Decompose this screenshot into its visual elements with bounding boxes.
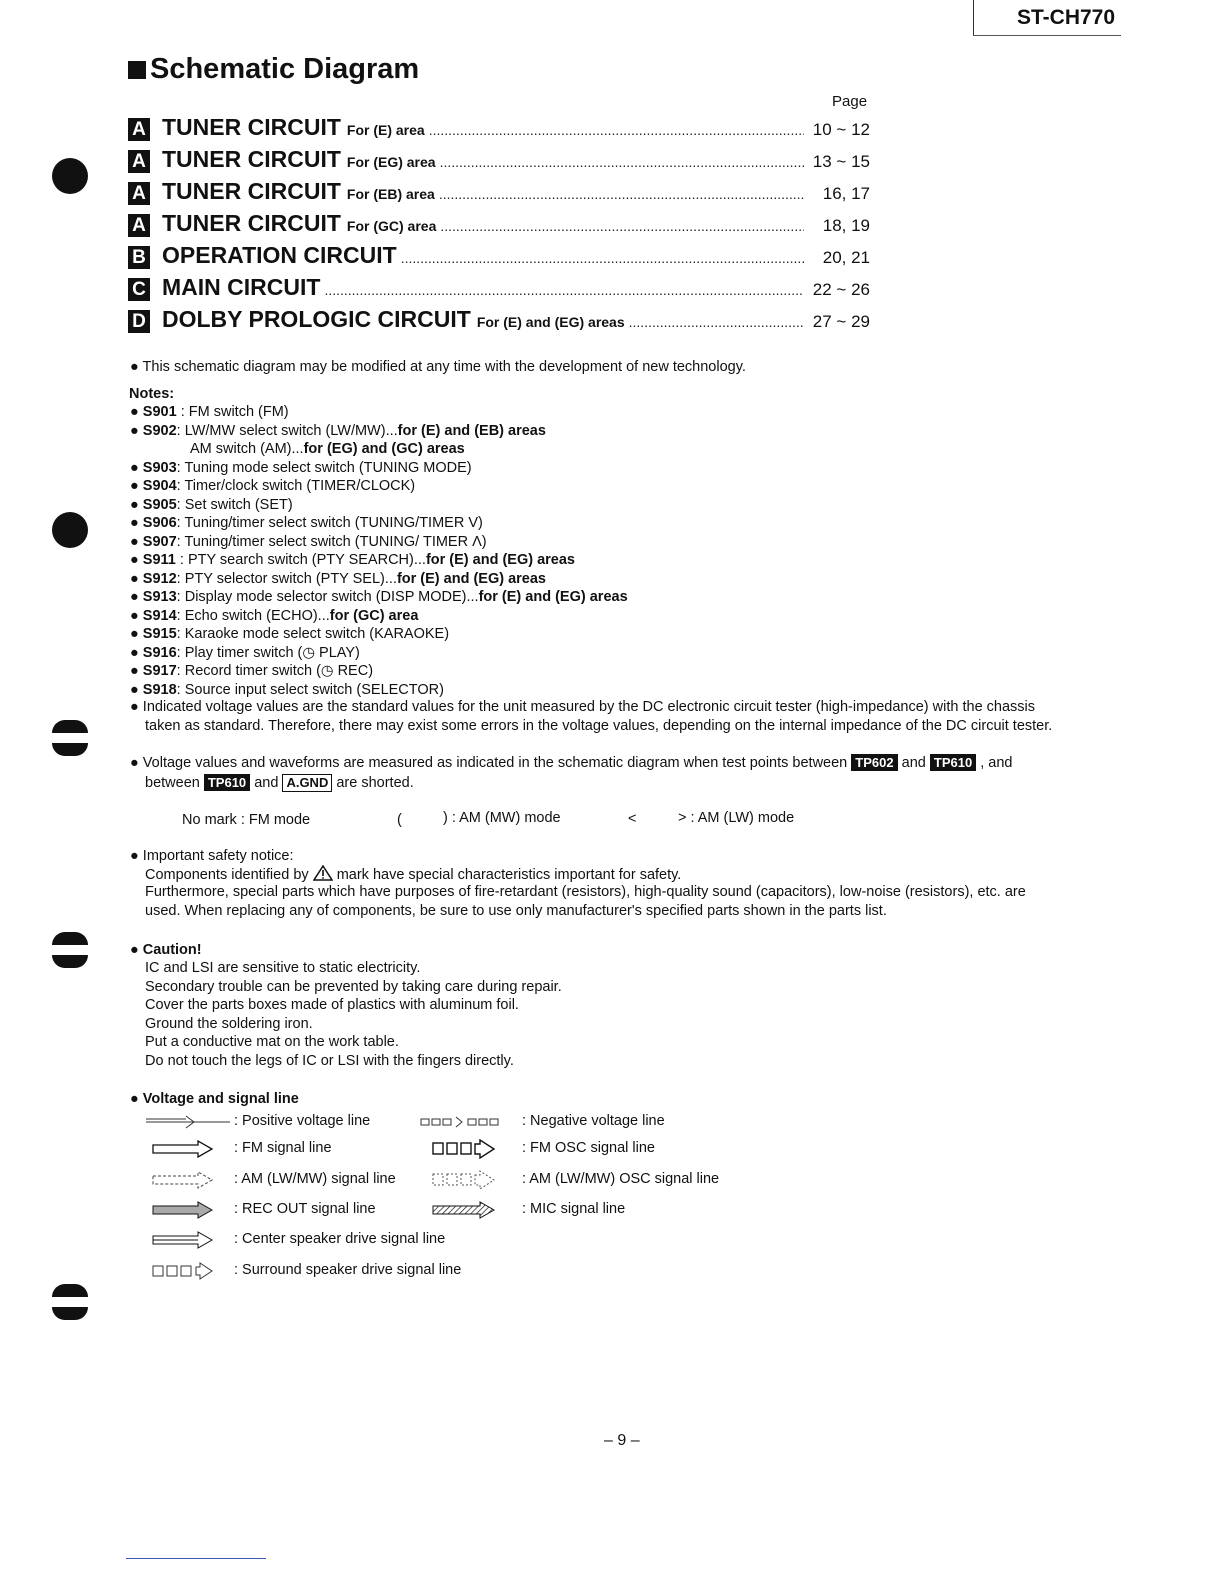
toc-title: TUNER CIRCUIT	[162, 114, 341, 140]
toc-leader	[440, 218, 804, 234]
tp610-label: TP610	[204, 774, 250, 791]
toc-subtitle: For (EB) area	[346, 186, 435, 202]
tp610-label: TP610	[930, 754, 976, 771]
switch-item: ● S918: Source input select switch (SELECTOR)	[130, 681, 444, 698]
indicated-voltage-note-cont: taken as standard. Therefore, there may exist some errors in the voltage values, depending on the internal impedance of the DC circuit tester.	[145, 718, 1053, 734]
toc-entry[interactable]	[128, 210, 870, 240]
mode-am-lw: > : AM (LW) mode	[678, 810, 795, 826]
model-number: ST-CH770	[1017, 6, 1116, 29]
toc-leader	[440, 154, 804, 170]
switch-item: ● S914: Echo switch (ECHO)...for (GC) area	[130, 607, 419, 624]
caution-heading: ● Caution!	[130, 942, 202, 958]
toc-entry[interactable]	[128, 178, 870, 208]
square-bullet-icon	[128, 61, 146, 79]
toc-entry[interactable]	[128, 274, 870, 304]
legend-negative: : Negative voltage line	[522, 1113, 665, 1129]
legend-fm: : FM signal line	[234, 1140, 332, 1156]
mic-signal-line-icon	[432, 1201, 498, 1219]
header-rule-horizontal	[973, 35, 1121, 36]
switch-item: ● S916: Play timer switch (◷ PLAY)	[130, 644, 360, 661]
toc-title: DOLBY PROLOGIC CIRCUIT	[162, 306, 471, 332]
voltage-measure-note: ● Voltage values and waveforms are measured as indicated in the schematic diagram when test points between TP602 and TP610 , and	[130, 755, 1013, 771]
switch-item: ● S906: Tuning/timer select switch (TUNING/TIMER V)	[130, 515, 483, 531]
caution-line: Do not touch the legs of IC or LSI with the fingers directly.	[145, 1052, 514, 1069]
toc-title: TUNER CIRCUIT	[162, 178, 341, 204]
toc-badge: A	[128, 118, 150, 141]
toc-entry[interactable]	[128, 114, 870, 144]
mode-am-lw-open: <	[628, 811, 637, 827]
toc-badge: A	[128, 214, 150, 237]
voltage-measure-note-cont: between TP610 and A.GND are shorted.	[145, 775, 414, 791]
switch-item: ● S904: Timer/clock switch (TIMER/CLOCK)	[130, 478, 416, 494]
switch-item: ● S907: Tuning/timer select switch (TUNING/ TIMER Λ)	[130, 533, 487, 550]
toc-leader	[439, 186, 804, 202]
toc-leader	[429, 122, 804, 138]
toc-badge: A	[128, 150, 150, 173]
punch-hole-half-icon	[52, 932, 88, 968]
toc-pages: 13 ~ 15	[812, 152, 870, 171]
legend-am-osc: : AM (LW/MW) OSC signal line	[522, 1171, 720, 1187]
safety-heading: ● Important safety notice:	[130, 848, 294, 864]
header-rule-vertical	[973, 0, 974, 36]
page-title: Schematic Diagram	[128, 53, 419, 86]
punch-hole-half-icon	[52, 720, 88, 756]
legend-rec: : REC OUT signal line	[234, 1201, 376, 1217]
caution-list	[145, 959, 562, 1070]
switch-item: ● S901 : FM switch (FM)	[130, 404, 289, 420]
toc-title: TUNER CIRCUIT	[162, 210, 341, 236]
toc-title: TUNER CIRCUIT	[162, 146, 341, 172]
punch-hole-icon	[52, 512, 88, 548]
signal-heading: ● Voltage and signal line	[130, 1091, 299, 1107]
switch-item: ● S905: Set switch (SET)	[130, 496, 293, 513]
toc-badge: B	[128, 246, 150, 269]
safety-line-2: Furthermore, special parts which have purposes of fire-retardant (resistors), high-quality sound (capacitors), low-noise (resistors), etc. are	[145, 884, 1026, 900]
mode-am-mw-open: (	[397, 812, 402, 828]
switch-item: ● S915: Karaoke mode select switch (KARAOKE)	[130, 626, 450, 642]
tp602-label: TP602	[851, 754, 897, 771]
toc-pages: 18, 19	[822, 216, 870, 235]
legend-am: : AM (LW/MW) signal line	[234, 1171, 396, 1187]
toc-title: OPERATION CIRCUIT	[162, 242, 397, 268]
punch-hole-half-icon	[52, 1284, 88, 1320]
agnd-label: A.GND	[282, 774, 332, 792]
bottom-rule	[126, 1558, 266, 1559]
switch-item: ● S917: Record timer switch (◷ REC)	[130, 663, 374, 679]
toc-badge: C	[128, 278, 150, 301]
toc-entry[interactable]	[128, 146, 870, 176]
switch-item: AM switch (AM)...for (EG) and (GC) areas	[190, 441, 465, 457]
toc-badge: A	[128, 182, 150, 205]
toc-subtitle: For (GC) area	[346, 218, 437, 234]
toc-pages: 20, 21	[822, 248, 870, 267]
indicated-voltage-note: ● Indicated voltage values are the standard values for the unit measured by the DC electronic circuit tester (high-impedance) with the chassis	[130, 699, 1036, 715]
surround-speaker-line-icon	[152, 1262, 214, 1280]
toc-pages: 10 ~ 12	[812, 120, 870, 139]
legend-surround: : Surround speaker drive signal line	[234, 1262, 462, 1278]
toc-pages: 27 ~ 29	[812, 312, 870, 331]
caution-line: Secondary trouble can be prevented by taking care during repair.	[145, 978, 562, 995]
toc-leader	[324, 282, 804, 298]
switch-item: ● S903: Tuning mode select switch (TUNING MODE)	[130, 459, 472, 476]
negative-voltage-line-icon	[420, 1115, 510, 1129]
am-osc-signal-line-icon	[432, 1170, 498, 1190]
legend-center: : Center speaker drive signal line	[234, 1231, 446, 1247]
warning-triangle-icon	[313, 865, 333, 881]
toc-leader	[401, 250, 804, 266]
safety-line-1: Components identified by mark have special characteristics important for safety.	[145, 867, 682, 883]
legend-mic: : MIC signal line	[522, 1201, 626, 1217]
toc-leader	[629, 314, 804, 330]
legend-fm-osc: : FM OSC signal line	[522, 1140, 655, 1156]
fm-signal-line-icon	[152, 1140, 214, 1158]
switch-list	[130, 403, 628, 699]
toc-pages: 16, 17	[822, 184, 870, 203]
toc-entry[interactable]	[128, 242, 870, 272]
toc-title: MAIN CIRCUIT	[162, 274, 321, 300]
am-signal-line-icon	[152, 1171, 214, 1189]
notes-heading: Notes:	[129, 386, 175, 402]
legend-positive: : Positive voltage line	[234, 1113, 371, 1129]
mode-am-mw: ) : AM (MW) mode	[443, 810, 561, 826]
switch-item: ● S911 : PTY search switch (PTY SEARCH)...for (E) and (EG) areas	[130, 552, 575, 568]
page-column-label: Page	[832, 93, 868, 110]
caution-line: Cover the parts boxes made of plastics with aluminum foil.	[145, 997, 519, 1013]
caution-line: IC and LSI are sensitive to static electricity.	[145, 960, 421, 976]
center-speaker-line-icon	[152, 1231, 214, 1249]
toc-subtitle: For (E) area	[346, 122, 425, 138]
toc-subtitle: For (E) and (EG) areas	[476, 314, 625, 330]
punch-hole-icon	[52, 158, 88, 194]
switch-item: ● S902: LW/MW select switch (LW/MW)...for (E) and (EB) areas	[130, 422, 546, 439]
caution-line: Ground the soldering iron.	[145, 1015, 313, 1032]
toc-subtitle: For (EG) area	[346, 154, 436, 170]
caution-line: Put a conductive mat on the work table.	[145, 1034, 399, 1050]
modify-note: ● This schematic diagram may be modified at any time with the development of new technology.	[130, 359, 746, 375]
page-number: – 9 –	[604, 1432, 640, 1449]
toc-entry[interactable]	[128, 306, 870, 336]
toc-pages: 22 ~ 26	[812, 280, 870, 299]
rec-out-signal-line-icon	[152, 1201, 214, 1219]
fm-osc-signal-line-icon	[432, 1139, 498, 1159]
safety-line-3: used. When replacing any of components, be sure to use only manufacturer's specified parts shown in the parts list.	[145, 903, 887, 919]
toc-badge: D	[128, 310, 150, 333]
switch-item: ● S912: PTY selector switch (PTY SEL)...for (E) and (EG) areas	[130, 570, 546, 587]
mode-fm: No mark : FM mode	[182, 812, 311, 828]
switch-item: ● S913: Display mode selector switch (DISP MODE)...for (E) and (EG) areas	[130, 589, 628, 605]
positive-voltage-line-icon	[146, 1115, 230, 1129]
